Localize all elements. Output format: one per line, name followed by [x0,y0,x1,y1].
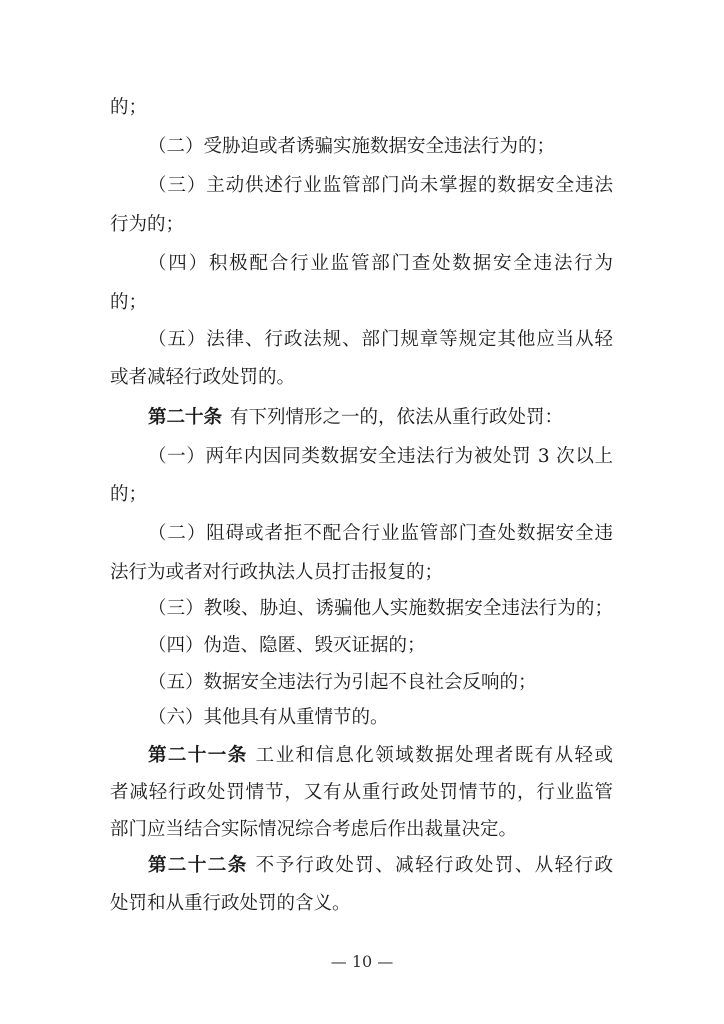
line-text: 部门应当结合实际情况综合考虑后作出裁量决定。 [110,819,518,840]
text-line [110,366,613,390]
text-line [148,706,613,730]
line-text: 不予行政处罚、减轻行政处罚、从轻行政 [255,855,613,876]
line-text: 或者减轻行政处罚的。 [110,367,296,388]
page-number: — 10 — [330,952,394,971]
line-text: 法行为或者对行政执法人员打击报复的； [110,562,444,583]
line-text: （三）主动供述行业监管部门尚未掌握的数据安全违法 [148,175,613,196]
article-heading-line [148,406,613,430]
line-text: （二）阻碍或者拒不配合行业监管部门查处数据安全违 [148,523,613,544]
line-text: 的； [110,292,148,313]
text-line [110,483,613,507]
article-heading-line [148,744,613,768]
text-line [148,445,613,469]
line-text: 工业和信息化领域数据处理者既有从轻或 [255,745,613,766]
line-text: （三）教唆、胁迫、诱骗他人实施数据安全违法行为的； [148,598,613,619]
article-number: 第二十一条 [148,745,248,766]
text-line [110,561,613,585]
line-text: （五）法律、行政法规、部门规章等规定其他应当从轻 [148,329,613,350]
text-line [148,174,613,198]
text-line [110,96,613,120]
line-text: 的； [110,97,148,118]
line-text: （六）其他具有从重情节的。 [148,707,389,728]
text-line [110,291,613,315]
line-text: （四）积极配合行业监管部门查处数据安全违法行为 [148,253,613,274]
line-text: 者减轻行政处罚情节，又有从重行政处罚情节的，行业监管 [110,782,613,803]
text-line [148,597,613,621]
article-number: 第二十条 [148,407,223,428]
line-text: 处罚和从重行政处罚的含义。 [110,893,351,914]
text-line [110,818,613,842]
text-line [148,135,613,159]
line-text: （四）伪造、隐匿、毁灭证据的； [148,635,426,656]
line-text: （二）受胁迫或者诱骗实施数据安全违法行为的； [148,136,556,157]
text-line [110,781,613,805]
text-line [110,213,613,237]
text-line [148,328,613,352]
article-heading-line [148,854,613,878]
line-text: （一）两年内因同类数据安全违法行为被处罚 3 次以上 [148,446,613,467]
text-line [148,522,613,546]
article-number: 第二十二条 [148,855,248,876]
text-line [148,671,613,695]
line-text: （五）数据安全违法行为引起不良社会反响的； [148,672,537,693]
text-line [148,252,613,276]
line-text: 有下列情形之一的，依法从重行政处罚： [230,407,564,428]
text-line [148,634,613,658]
text-line [110,892,613,916]
line-text: 的； [110,484,148,505]
line-text: 行为的； [110,214,185,235]
